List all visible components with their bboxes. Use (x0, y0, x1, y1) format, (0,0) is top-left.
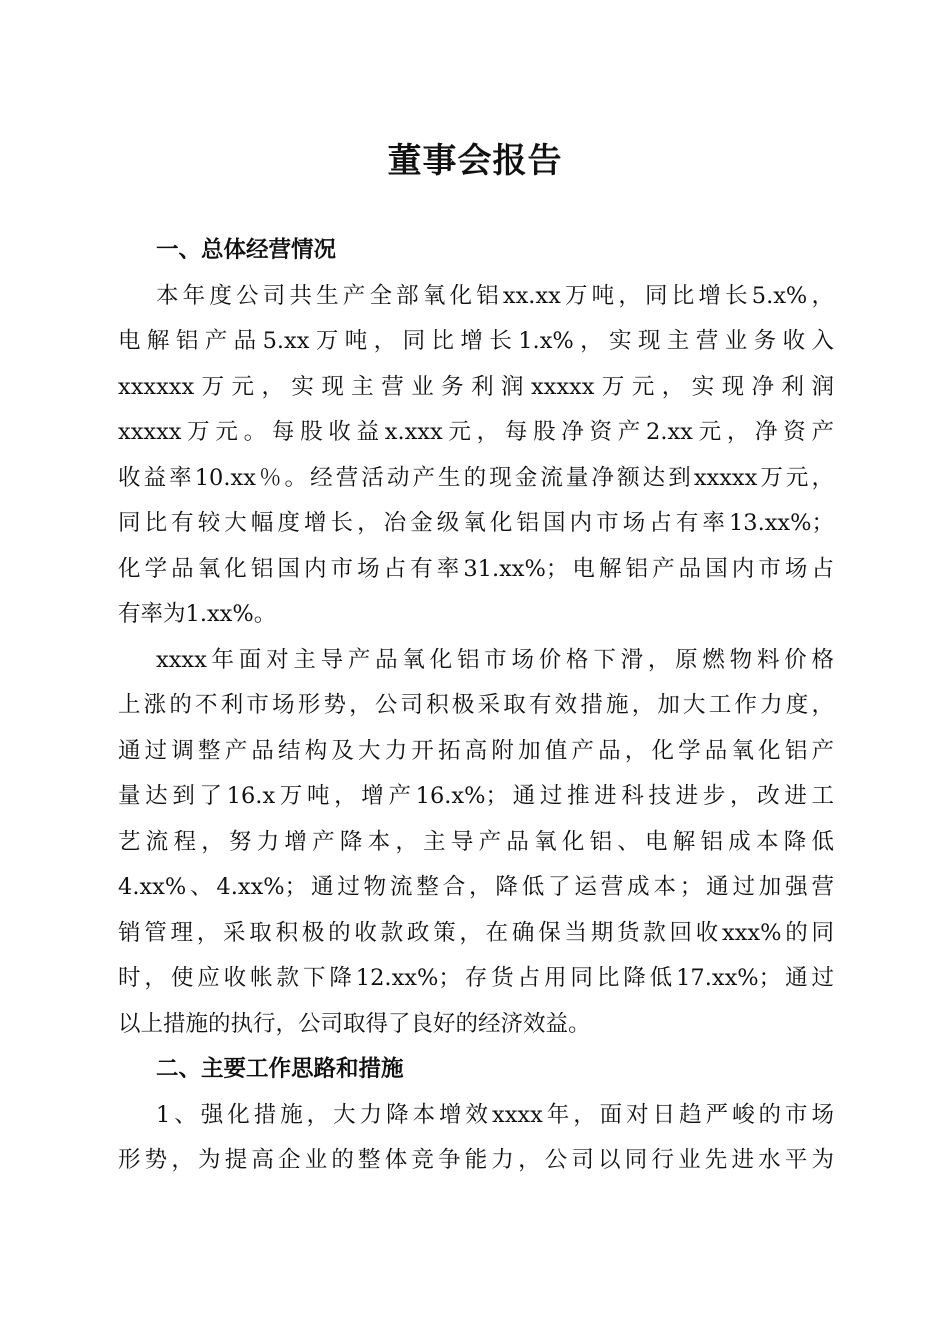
paragraph-line: 本年度公司共生产全部氧化铝xx.xx万吨，同比增长5.x%， (156, 282, 834, 309)
paragraph-line: 销管理，采取积极的收款政策，在确保当期货款回收xxx%的同 (118, 919, 834, 946)
paragraph-line: xxxx年面对主导产品氧化铝市场价格下滑，原燃物料价格 (156, 646, 834, 673)
paragraph-line: 化学品氧化铝国内市场占有率31.xx%；电解铝产品国内市场占 (118, 555, 834, 582)
paragraph-line: 量达到了16.x万吨，增产16.x%；通过推进科技进步，改进工 (118, 783, 834, 809)
paragraph-line: 收益率10.xx％。经营活动产生的现金流量净额达到xxxxx万元， (118, 464, 834, 491)
paragraph (118, 274, 834, 638)
paragraph-line: 形势，为提高企业的整体竞争能力，公司以同行业先进水平为 (118, 1147, 834, 1173)
paragraph-line: 时，使应收帐款下降12.xx%；存货占用同比降低17.xx%；通过 (118, 965, 834, 991)
paragraph-line: 4.xx%、4.xx%；通过物流整合，降低了运营成本；通过加强营 (118, 874, 834, 900)
section-heading: 二、主要工作思路和措施 (156, 1056, 404, 1082)
paragraph-line: xxxxx万元。每股收益x.xxx元，每股净资产2.xx元，净资产 (118, 419, 834, 445)
section-heading: 一、总体经营情况 (156, 237, 337, 263)
paragraph-line: 以上措施的执行，公司取得了良好的经济效益。 (118, 1010, 591, 1037)
paragraph-line: xxxxxx万元，实现主营业务利润xxxxx万元，实现净利润 (118, 373, 834, 400)
paragraph-line: 艺流程，努力增产降本，主导产品氧化铝、电解铝成本降低 (118, 828, 834, 855)
paragraph (118, 1093, 834, 1184)
document-body (118, 228, 834, 1184)
paragraph-line: 1、强化措施，大力降本增效xxxx年，面对日趋严峻的市场 (156, 1101, 834, 1128)
paragraph-line: 有率为1.xx%。 (118, 601, 277, 627)
document-title: 董事会报告 (387, 141, 563, 181)
paragraph-line: 上涨的不利市场形势，公司积极采取有效措施，加大工作力度， (118, 692, 834, 718)
paragraph-line: 同比有较大幅度增长，冶金级氧化铝国内市场占有率13.xx%； (118, 510, 834, 536)
paragraph-line: 电解铝产品5.xx万吨，同比增长1.x%，实现主营业务收入 (118, 328, 834, 354)
paragraph (118, 638, 834, 1048)
paragraph-line: 通过调整产品结构及大力开拓高附加值产品，化学品氧化铝产 (118, 737, 834, 764)
